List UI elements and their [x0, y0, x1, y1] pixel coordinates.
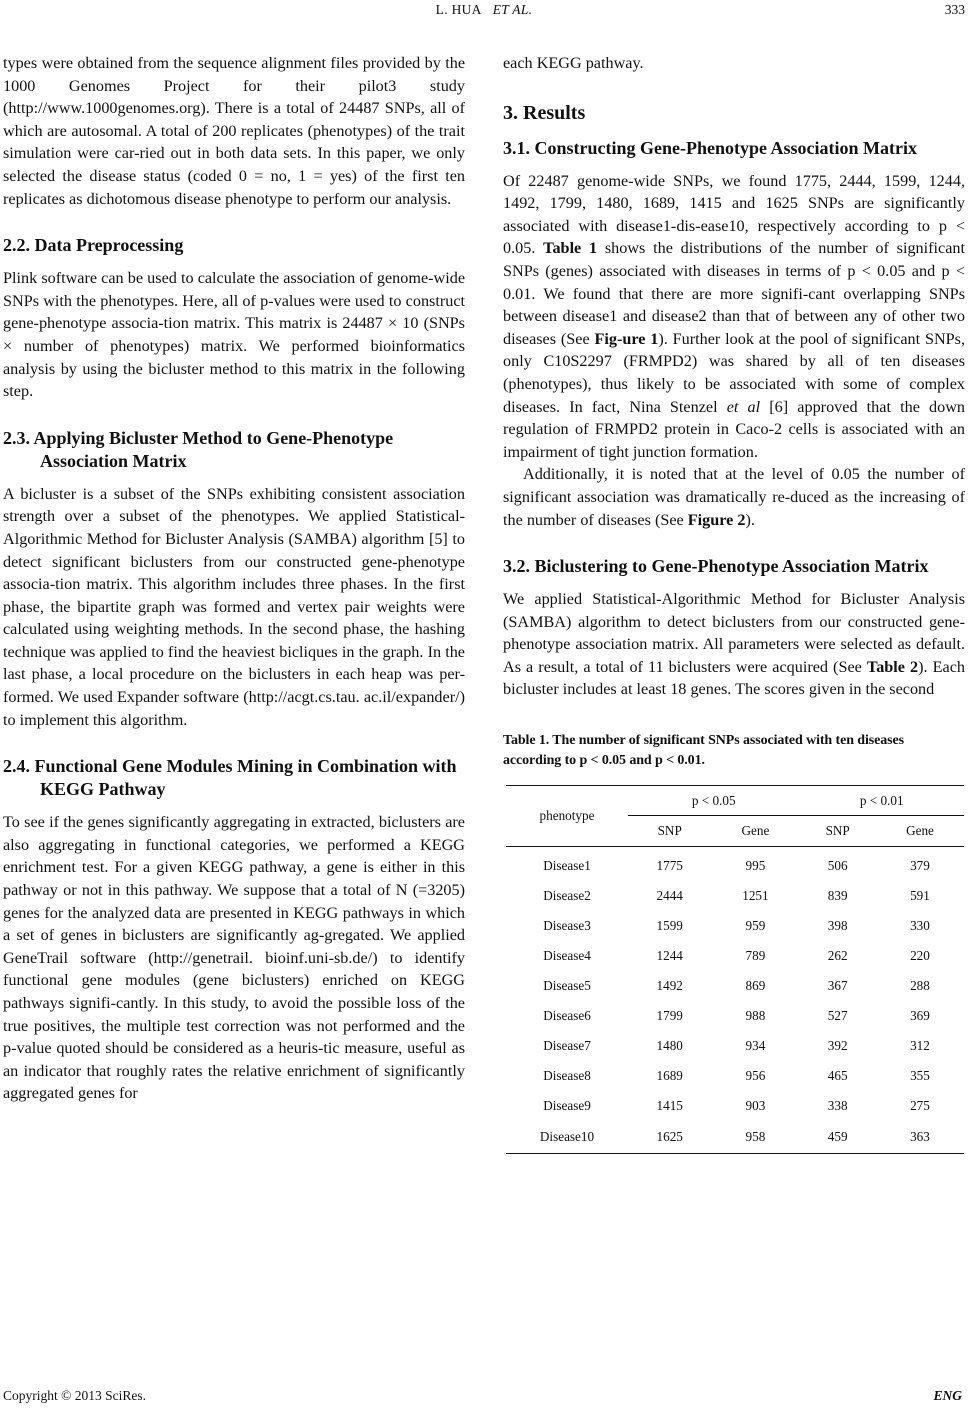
cell-snp-p005: 1480 — [656, 1038, 683, 1054]
table-row — [506, 881, 964, 911]
text-run: Additionally, it is noted that at the level of 0.05 the number of significant association was dramatically re-duced as the increasing of the number of diseases (See — [503, 465, 965, 529]
copyright-notice: Copyright © 2013 SciRes. — [3, 1388, 147, 1403]
table-subheader-snp: SNP — [628, 816, 711, 847]
cell-snp-p001: 506 — [827, 858, 848, 874]
cell-phenotype: Disease8 — [543, 1068, 591, 1084]
cell-snp-p005: 1775 — [656, 858, 683, 874]
text-run: ). Each bicluster includes at least 18 genes. The scores given in the second — [503, 657, 965, 699]
cell-gene-p001: 220 — [910, 948, 930, 964]
cell-snp-p005: 1492 — [656, 978, 683, 994]
cell-gene-p001: 591 — [910, 888, 930, 904]
text-run: [6] approved that the down regulation of FRMPD2 protein in Caco-2 cells is associated with an impairment of tight junction formation. — [503, 397, 965, 461]
table-header-group-p005 — [628, 786, 799, 817]
text-run: ). — [745, 510, 755, 529]
cell-snp-p001: 465 — [827, 1068, 848, 1084]
section-3-2-paragraph — [503, 588, 965, 701]
carry-over-line: each KEGG pathway. — [503, 54, 644, 72]
section-2-4-paragraph: To see if the genes significantly aggregating in extracted, biclusters are also aggregating in functional categories, we performed a KEGG enrichment test. For a given KEGG pathway, a gene is either in this pathway or not in this pathway. We suppose that a total of N (=3205) genes for the analyzed data are presented in KEGG pathways in which a set of genes in biclusters are significantly ag-gregated. We applied GeneTrail software (http://genetrail. bioinf.uni-sb.de/) to identify functional gene modules (gene biclusters) enriched on KEGG pathways signifi-cantly. In this study, to avoid the possible loss of the true positives, the multiple test correction was not performed and the p-value quoted should be considered as a heuris-tic measure, useful as an indicator that roughly rates the relative enrichment of significantly aggregated genes for — [3, 813, 465, 1103]
cell-phenotype: Disease4 — [543, 948, 591, 964]
cell-gene-p001: 363 — [876, 1121, 964, 1154]
section-3-1-heading: 3.1. Constructing Gene-Phenotype Association Matrix — [503, 137, 917, 158]
cell-gene-p001: 355 — [910, 1068, 930, 1084]
cell-phenotype: Disease2 — [543, 888, 591, 904]
cell-gene-p005: 988 — [745, 1008, 766, 1024]
journal-abbreviation: ENG — [933, 1388, 962, 1403]
running-header-authors — [0, 2, 968, 18]
cell-snp-p001: 392 — [827, 1038, 848, 1054]
figure-2-reference: Figure 2 — [687, 510, 746, 529]
group-p005-label: p < 0.05 — [628, 786, 799, 816]
section-2-3-heading: 2.3. Applying Bicluster Method to Gene-Phenotype Association Matrix — [3, 427, 394, 471]
cell-snp-p001: 839 — [827, 888, 848, 904]
authors-prefix: L. HUA — [435, 2, 482, 17]
cell-gene-p005: 958 — [711, 1121, 799, 1154]
cell-gene-p001: 275 — [910, 1098, 930, 1114]
cell-gene-p005: 789 — [745, 948, 766, 964]
table-row — [506, 941, 964, 971]
cell-gene-p005: 959 — [745, 918, 766, 934]
cell-phenotype: Disease9 — [543, 1098, 591, 1114]
cell-snp-p001: 527 — [827, 1008, 848, 1024]
table-row — [506, 1031, 964, 1061]
running-header — [0, 0, 968, 22]
table-2-reference: Table 2 — [866, 657, 919, 676]
cell-gene-p001: 312 — [910, 1038, 930, 1054]
cell-phenotype: Disease6 — [543, 1008, 591, 1024]
cell-snp-p001: 398 — [827, 918, 848, 934]
cell-phenotype: Disease5 — [543, 978, 591, 994]
section-3-2-heading: 3.2. Biclustering to Gene-Phenotype Association Matrix — [503, 556, 929, 577]
table-row — [506, 971, 964, 1001]
table-header-phenotype: phenotype — [506, 786, 628, 847]
table-row — [506, 847, 964, 881]
table-1 — [506, 785, 964, 1154]
cell-snp-p005: 1599 — [656, 918, 683, 934]
cell-snp-p005: 2444 — [656, 888, 683, 904]
cell-gene-p005: 995 — [745, 858, 766, 874]
cell-gene-p005: 903 — [745, 1098, 766, 1114]
cell-phenotype: Disease3 — [543, 918, 591, 934]
section-2-4-heading: 2.4. Functional Gene Modules Mining in Combination with KEGG Pathway — [3, 756, 457, 800]
table-row — [506, 1121, 964, 1154]
cell-gene-p001: 288 — [910, 978, 930, 994]
section-3-1-paragraph-2 — [503, 463, 965, 531]
cell-snp-p001: 459 — [799, 1121, 876, 1154]
left-column — [3, 52, 465, 1105]
cell-gene-p005: 869 — [745, 978, 766, 994]
authors-etal: ET AL. — [492, 2, 533, 17]
table-1-caption: Table 1. The number of significant SNPs associated with ten diseases according to p < 0.05 and p < 0.01. — [503, 733, 904, 769]
section-2-2-paragraph: Plink software can be used to calculate the association of genome-wide SNPs with the phenotypes. Here, all of p-values were used to construct gene-phenotype associa-tion matrix. This matrix is 24487 × 10 (SNPs × number of phenotypes) matrix. We performed bioinformatics analysis by using the bicluster method to this matrix in the following step. — [3, 269, 465, 401]
et-al: et al — [726, 397, 761, 416]
cell-snp-p005: 1799 — [656, 1008, 683, 1024]
cell-snp-p001: 262 — [827, 948, 848, 964]
cell-snp-p005: 1625 — [628, 1121, 711, 1154]
cell-phenotype: Disease1 — [543, 858, 591, 874]
cell-gene-p001: 369 — [910, 1008, 930, 1024]
text-run: We applied Statistical-Algorithmic Method for Bicluster Analysis (SAMBA) algorithm to detect biclusters from our constructed gene-phenotype association matrix. All parameters were selected as default. As a result, a total of 11 biclusters were acquired (See — [503, 590, 965, 676]
page-number: 333 — [944, 2, 965, 17]
section-3-heading: 3. Results — [503, 101, 586, 124]
text-run: shows the distributions of the number of significant SNPs (genes) associated with diseases in terms of p < 0.05 and p < 0.01. We found that there are more signifi-cant overlapping SNPs between disease1 and disease2 than that of between any of other two diseases (See — [503, 239, 965, 348]
table-subheader-gene: Gene — [711, 816, 799, 847]
cell-gene-p005: 956 — [745, 1068, 766, 1084]
table-1-reference: Table 1 — [543, 239, 598, 258]
section-2-2-heading: 2.2. Data Preprocessing — [3, 235, 184, 256]
table-subheader-gene: Gene — [876, 816, 964, 847]
cell-phenotype: Disease10 — [506, 1121, 628, 1154]
table-row — [506, 1001, 964, 1031]
text-run: Of 22487 genome-wide SNPs, we found 1775, 2444, 1599, 1244, 1492, 1799, 1480, 1689, 1415 and 1625 SNPs are significantly associated with disease1-dis-ease10, respectively according to p < 0.05. — [503, 171, 965, 258]
cell-snp-p001: 338 — [827, 1098, 848, 1114]
text-run: ). Further look at the pool of significant SNPs, only C10S2297 (FRMPD2) was shared by all of ten diseases (phenotypes), thus likely to be associated with some of complex diseases. In fact, Nina Stenzel — [503, 329, 966, 416]
cell-phenotype: Disease7 — [543, 1038, 591, 1054]
cell-snp-p005: 1689 — [656, 1068, 683, 1084]
cell-gene-p005: 934 — [745, 1038, 766, 1054]
cell-snp-p005: 1415 — [656, 1098, 683, 1114]
cell-gene-p001: 330 — [910, 918, 930, 934]
cell-gene-p005: 1251 — [742, 888, 769, 904]
table-row — [506, 911, 964, 941]
section-2-3-paragraph: A bicluster is a subset of the SNPs exhibiting consistent association strength over a subset of the phenotypes. We applied Statistical-Algorithmic Method for Bicluster Analysis (SAMBA) algorithm [5] to detect significant biclusters from our constructed gene-phenotype associa-tion matrix. This algorithm includes three phases. In the first phase, the bipartite graph was formed and vertex pair weights were calculated using weighting methods. In the second phase, the hashing technique was applied to find the heaviest bicliques in the graph. In the last phase, a local procedure on the biclusters in each heap was per-formed. We used Expander software (http://acgt.cs.tau. ac.il/expander/) to implement this algorithm. — [3, 484, 465, 729]
cell-snp-p001: 367 — [827, 978, 848, 994]
figure-1-reference: Fig-ure 1 — [594, 329, 659, 348]
page-footer — [0, 1388, 968, 1414]
intro-paragraph: types were obtained from the sequence alignment files provided by the 1000 Genomes Project for their pilot3 study (http://www.1000genomes.org). There is a total of 24487 SNPs, all of which are autosomal. A total of 200 replicates (phenotypes) of the trait simulation were car-ried out in both data sets. In this paper, we only selected the disease status (coded 0 = no, 1 = yes) of the first ten replicates as dichotomous disease phenotype to perform our analysis. — [3, 54, 465, 208]
right-column — [503, 52, 965, 1154]
table-row — [506, 1061, 964, 1091]
cell-gene-p001: 379 — [910, 858, 930, 874]
table-row — [506, 1091, 964, 1121]
section-3-1-paragraph-1 — [503, 170, 965, 464]
cell-snp-p005: 1244 — [656, 948, 683, 964]
group-p001-label: p < 0.01 — [799, 786, 964, 816]
table-header-group-p001 — [799, 786, 964, 817]
table-subheader-snp: SNP — [799, 816, 876, 847]
